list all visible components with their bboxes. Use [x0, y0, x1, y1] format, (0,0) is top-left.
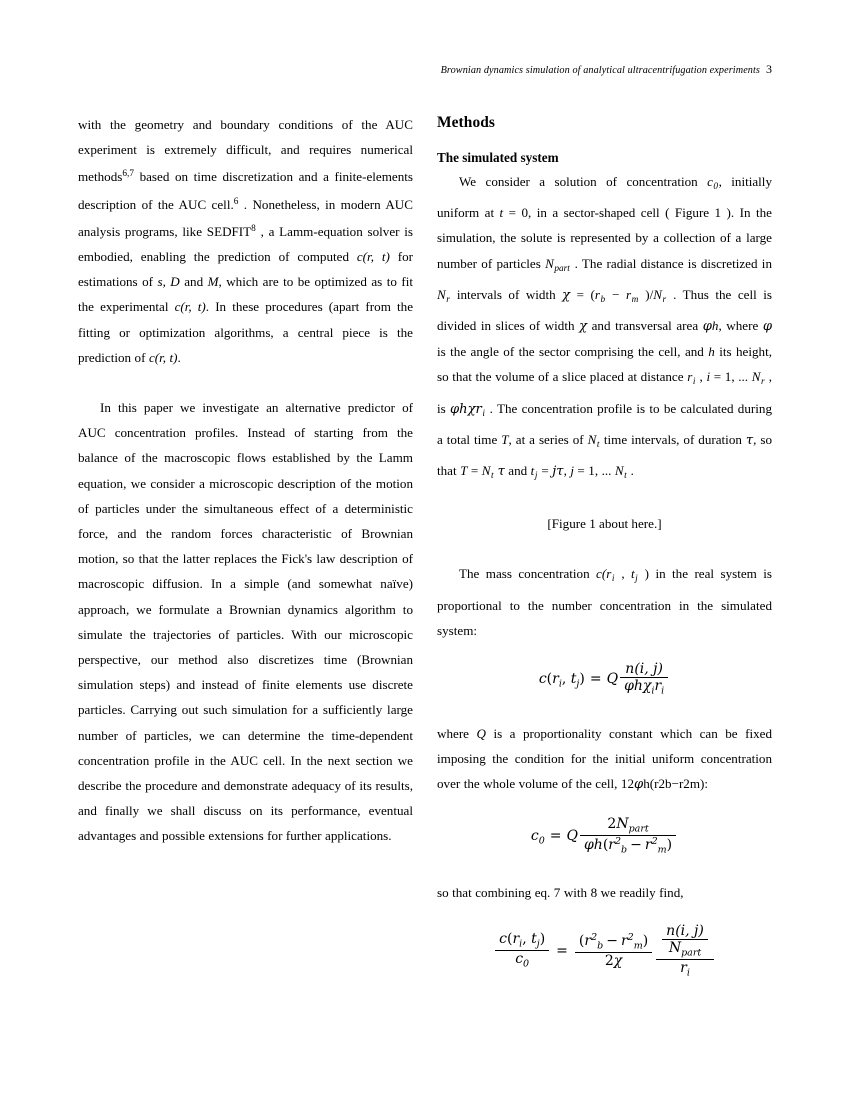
eq3-den-chi: χ — [613, 953, 623, 970]
eq2-den-h: h — [593, 836, 603, 853]
eq2-num-N: N — [616, 815, 629, 832]
rp1-s5: intervals of width — [450, 286, 563, 302]
inline-math-s: s — [157, 274, 163, 290]
inline-math-phi-h-chi-r: φhχr — [450, 401, 482, 417]
eq3-mid-open: ( — [578, 933, 585, 950]
inline-math-N-t-1: N — [587, 431, 597, 447]
eq1-lhs-a-sub: i — [558, 678, 562, 690]
rp1-s9: . Thus the cell is divided in slices of width — [437, 286, 772, 334]
rp1-s24: = — [537, 463, 553, 479]
eq2-num-coefficient: 2 — [607, 815, 617, 832]
sub-i-1: i — [692, 377, 696, 388]
eq3-r2-sup: 2 — [627, 932, 634, 944]
sub-t-1: t — [596, 439, 600, 450]
equation-2 — [437, 817, 772, 855]
eq2-den-r2-sup: 2 — [651, 835, 658, 847]
rp1-s23: and — [504, 463, 531, 479]
rp1-s15: = 1, ... — [710, 369, 752, 385]
eq3-n-args: (i, j) — [675, 922, 704, 939]
inline-math-h-1: h — [711, 318, 719, 334]
inline-math-j-tau: jτ — [552, 464, 564, 480]
eq2-den-r1: r — [608, 836, 615, 853]
eq1-den-r: r — [654, 678, 662, 695]
eq3-r-last-sub: i — [686, 967, 690, 979]
rp3-s2: is a proportionality constant which can be fixed imposing the condition for the initial uniform concentration over the whole volume of the cell, 12 — [437, 726, 772, 792]
page-number: 3 — [766, 62, 772, 76]
eq2-equals: = — [549, 827, 562, 844]
eq2-denominator — [580, 836, 676, 855]
eq1-num-fn: n — [625, 661, 635, 678]
inline-math-Q: Q — [476, 726, 486, 742]
eq1-equals: = — [589, 671, 602, 688]
lp1-part-a: with the geometry and boundary conditions of the AUC experiment is extremely difficult, and requires numerical methods — [78, 117, 413, 185]
rp2-s2: , — [614, 566, 632, 582]
eq2-den-phi: φ — [583, 836, 594, 853]
inline-math-r-b: r — [594, 286, 600, 302]
eq3-right-fraction — [656, 924, 714, 978]
right-paragraph-1 — [437, 169, 772, 489]
eq3-right-numerator — [656, 924, 714, 960]
eq1-comma: , — [561, 671, 571, 688]
equation-1 — [437, 662, 772, 696]
eq3-inner-fraction — [662, 924, 708, 958]
eq1-den-r-sub: i — [661, 685, 665, 697]
inline-math-N-part: N — [545, 255, 554, 271]
eq3-den-2: 2 — [604, 953, 614, 970]
inline-math-N-t-3: N — [614, 463, 624, 479]
eq3-lhs-num-a-sub: i — [519, 938, 523, 950]
eq3-r1-sup: 2 — [591, 932, 598, 944]
eq3-lhs-num-b: t — [531, 931, 537, 948]
eq1-denominator — [620, 678, 668, 696]
inline-math-t-j: t — [530, 463, 535, 479]
inline-math-phi-1: φ — [702, 319, 712, 335]
eq1-num-args: (i, j) — [634, 661, 663, 678]
eq1-den-phi: φ — [624, 678, 634, 695]
figure-placeholder-note: [Figure 1 about here.] — [547, 516, 662, 532]
rp1-s8: )/ — [638, 286, 654, 302]
eq1-lhs-open: ( — [546, 671, 553, 688]
eq2-coefficient-Q: Q — [566, 827, 578, 844]
lp1-part-d: , a Lamm-equation solver is embodied, enabling the prediction of computed — [78, 223, 414, 265]
inline-math-i: i — [706, 369, 711, 385]
sub-j-1: j — [534, 471, 538, 482]
eq3-mid-fraction — [575, 933, 652, 968]
eq2-den-r2-sub: m — [657, 844, 667, 856]
eq1-lhs-b: t — [570, 671, 577, 688]
eq3-lhs-num-a: r — [512, 931, 520, 948]
inline-math-c-ri: c(r — [596, 566, 612, 582]
left-paragraph-2: In this paper we investigate an alternative predictor of AUC concentration profiles. Instead of starting from the balance of the macroscopic flows established by the Lamm equation, we consider a microscopic description of the motion of particles under the simultaneous effect of a deterministic force, and the random forces characteristic of Brownian motion, so that the latter replaces the Fick's law description of macroscopic diffusion. In a simple (and somewhat naïve) approach, we formulate a Brownian dynamics algorithm to simulate the trajectories of particles. With our microscopic perspective, our method also discretizes time (Brownian simulation steps) and instead of finite elements use discrete particles. Carrying out such simulation for a sufficiently large number of particles, we can determine the time-dependent concentration profile in the AUC cell. In the next section we describe the procedure and demonstrate adequacy of its results, and finally we shall discuss on its performance, eventual advantages and possible extensions for further applications. — [78, 400, 413, 844]
inline-math-T-2: T — [460, 463, 468, 479]
section-heading-methods: Methods — [437, 114, 495, 131]
right-paragraph-2 — [437, 561, 772, 643]
eq3-lhs-open: ( — [506, 931, 513, 948]
eq1-fraction — [620, 662, 668, 696]
rp2-s3: ) in the real system is proportional to the number concentration in the simulated system: — [437, 566, 772, 638]
sub-0: 0 — [713, 182, 719, 192]
running-header-title: Brownian dynamics simulation of analytical ultracentrifugation experiments — [440, 65, 760, 76]
lp1-part-b: based on time discretization and a finite-elements description of the AUC cell. — [78, 169, 413, 212]
eq1-numerator — [620, 662, 668, 678]
rp1-s2: , initially uniform at — [437, 174, 772, 221]
rp1-s17: . The concentration profile is to be calculated during a total time — [437, 400, 772, 447]
equation-2-body — [531, 817, 678, 855]
equation-3-body — [493, 924, 716, 978]
lp1-part-j: . — [177, 349, 181, 365]
rp1-s12: is the angle of the sector comprising the cell, and — [437, 344, 709, 360]
running-header — [78, 62, 772, 78]
eq3-n-fn: n — [666, 922, 676, 939]
inline-math-N-t-2: N — [481, 463, 491, 479]
eq2-den-r1-sub: b — [621, 844, 628, 856]
inline-math-M: M — [207, 274, 219, 290]
lp1-part-f: , — [162, 274, 171, 290]
lp1-part-c: . Nonetheless, in modern AUC analysis programs, like SEDFIT — [78, 196, 413, 239]
eq3-inner-numerator — [662, 924, 708, 940]
rp1-s20: , so that — [437, 431, 772, 479]
eq1-coefficient-Q: Q — [606, 671, 619, 688]
rp1-s11: , where — [718, 318, 763, 334]
inline-math-h-2: h — [708, 344, 715, 360]
rp2-s1: The mass concentration — [459, 566, 597, 582]
eq2-lhs: c — [530, 827, 539, 844]
rp1-s21: = — [467, 463, 482, 479]
reference-marker-8: 8 — [251, 223, 256, 234]
eq2-numerator — [580, 817, 676, 836]
rp1-s1: We consider a solution of concentration — [459, 174, 708, 189]
eq3-N: N — [668, 939, 682, 956]
inline-math-N-r-2: N — [653, 286, 663, 302]
inline-math-t: t — [499, 205, 504, 221]
right-column — [437, 112, 772, 978]
eq3-lhs-den-sub: 0 — [523, 958, 530, 970]
sub-t-3: t — [624, 471, 627, 482]
sub-part: part — [554, 263, 570, 274]
reference-marker-6: 6 — [233, 196, 239, 207]
rp1-s3: = 0, in a sector-shaped cell ( Figure 1 ). In the simulation, the solute is represented by a collection of a large number of particles — [437, 205, 772, 271]
eq3-r-last: r — [680, 959, 687, 976]
eq1-den-h: h — [633, 678, 643, 695]
eq3-lhs-fraction — [495, 932, 549, 969]
eq1-den-chi-sub: i — [651, 685, 655, 697]
equation-3 — [437, 924, 772, 978]
eq3-lhs-num-fn: c — [499, 931, 507, 948]
eq1-den-chi: χ — [642, 678, 652, 695]
rp1-s19: time intervals, of duration — [599, 431, 746, 447]
rp1-s6: = ( — [570, 286, 595, 302]
inline-math-phi-3: φ — [634, 777, 644, 793]
eq3-r2: r — [620, 933, 628, 950]
left-column — [78, 112, 413, 849]
rp1-s25: , — [563, 463, 571, 479]
eq2-lhs-sub: 0 — [538, 835, 545, 847]
subsection-heading-simulated-system: The simulated system — [437, 150, 559, 165]
eq3-lhs-num-b-sub: j — [536, 938, 540, 950]
eq3-lhs-denominator — [495, 951, 549, 969]
inline-math-c-r-t-1: c(r, t) — [356, 249, 390, 265]
inline-math-chi-1: χ — [562, 287, 571, 303]
eq3-r1: r — [584, 933, 592, 950]
eq3-r1-sub: b — [597, 940, 604, 952]
rp1-s27: . — [627, 463, 634, 479]
inline-math-chi-2: χ — [579, 319, 588, 335]
lp1-part-h: , which are to be optimized as to fit the experimental — [78, 274, 413, 315]
eq3-r2-sub: m — [633, 940, 643, 952]
sub-b: b — [600, 294, 606, 305]
eq3-N-sub: part — [681, 947, 702, 959]
sub-i-3: i — [611, 574, 615, 585]
eq2-den-minus: − — [630, 836, 642, 853]
eq2-num-N-sub: part — [628, 823, 649, 835]
inline-math-phi-2: φ — [762, 319, 772, 335]
inline-math-tau-1: τ — [745, 432, 754, 448]
sub-t-2: t — [490, 471, 494, 482]
eq2-den-r1-sup: 2 — [615, 835, 622, 847]
rp1-s18: , at a series of — [508, 431, 588, 447]
eq3-inner-denominator — [662, 940, 708, 958]
inline-math-N-r-1: N — [437, 286, 446, 302]
sub-i-2: i — [482, 408, 485, 419]
lp1-part-e: for estimations of — [78, 249, 413, 290]
rp1-s4: . The radial distance is discretized in — [570, 255, 772, 271]
eq1-lhs-fn: c — [538, 671, 547, 688]
rp1-s7: − — [605, 286, 626, 302]
inline-math-c-r-t-2: c(r, t) — [174, 299, 206, 315]
inline-math-c-r-t-3: c(r, t) — [148, 349, 178, 365]
eq3-mid-denominator — [575, 953, 652, 968]
eq2-den-close-paren: ) — [666, 836, 673, 853]
inline-math-j: j — [570, 463, 574, 479]
lp1-part-g: and — [179, 274, 208, 290]
sub-r-2: r — [662, 294, 667, 305]
eq2-den-r2: r — [644, 836, 652, 853]
inline-math-D: D — [170, 274, 180, 290]
eq3-mid-close: ) — [642, 933, 649, 950]
sub-r-1: r — [446, 294, 450, 305]
inline-math-tj: t — [631, 566, 635, 582]
rp1-s16: , is — [437, 369, 772, 416]
rp3-s3: h(r2b−r2m): — [643, 776, 709, 792]
rp1-s26: = 1, ... — [573, 463, 615, 479]
eq3-lhs-den-c: c — [515, 951, 524, 968]
two-column-body — [78, 112, 772, 1042]
inline-math-N-r-3: N — [751, 369, 761, 385]
eq3-mid-numerator — [575, 933, 652, 953]
inline-math-c0: c — [707, 174, 713, 189]
eq2-fraction — [580, 817, 676, 855]
inline-math-r-m: r — [625, 286, 632, 302]
inline-math-r-i-1: r — [687, 369, 693, 385]
eq3-lhs-close: ) — [539, 931, 546, 948]
inline-math-T-1: T — [501, 431, 509, 447]
sub-r-3: r — [760, 377, 765, 388]
eq3-right-denominator — [656, 960, 714, 978]
eq2-den-open-paren: ( — [602, 836, 609, 853]
reference-marker-6-7: 6,7 — [122, 169, 134, 180]
rp1-s13: its height, so that the volume of a slice placed at distance — [437, 344, 772, 385]
left-paragraph-1 — [78, 112, 413, 370]
inline-math-tau-2: τ — [497, 464, 505, 480]
eq3-equals: = — [556, 942, 568, 959]
eq1-lhs-close: ) — [579, 671, 585, 688]
eq1-lhs-a: r — [552, 671, 559, 688]
rp1-s10: and transversal area — [587, 318, 703, 334]
eq3-lhs-numerator — [495, 932, 549, 951]
rp1-s14: , — [695, 369, 707, 385]
rp3-s1: where — [437, 726, 477, 742]
eq1-lhs-b-sub: j — [576, 678, 580, 690]
eq3-minus: − — [606, 933, 618, 950]
right-paragraph-4: so that combining eq. 7 with 8 we readily find, — [437, 884, 684, 900]
sub-j-2: j — [635, 574, 638, 585]
lp1-part-i: . In these procedures (apart from the fitting or optimization algorithms, a central piece is the prediction of — [78, 299, 414, 365]
equation-1-body — [539, 662, 670, 696]
sub-m: m — [631, 294, 639, 305]
eq3-lhs-comma: , — [522, 931, 532, 948]
right-paragraph-3 — [437, 721, 772, 798]
